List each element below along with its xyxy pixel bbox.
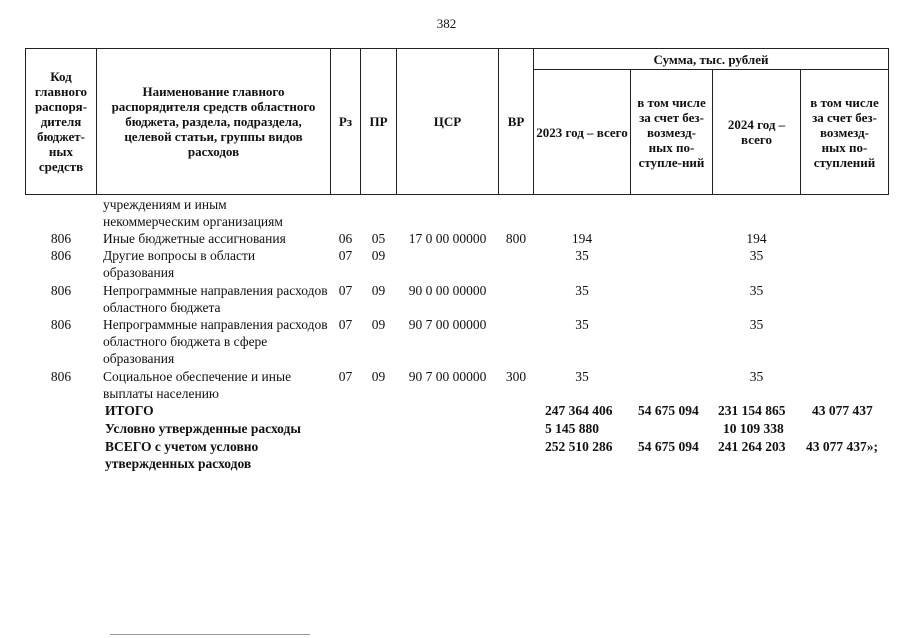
total-2023-free: 54 675 094 [638,439,699,454]
total-2024-total: 10 109 338 [723,421,784,436]
header-vr: ВР [498,48,534,195]
header-2023-free: в том числе за счет без-возмезд-ных по-ступле-ний [630,69,713,195]
row-name: учреждениям и иным некоммерческим организациям [103,197,283,229]
row-name: Непрограммные направления расходов областного бюджета в сфере образования [103,317,328,366]
row-code: 806 [50,317,72,332]
total-2024-free: 43 077 437 [812,403,873,418]
total-name: ВСЕГО с учетом условно утвержденных расходов [105,439,259,471]
header-2024-free: в том числе за счет без-возмезд-ных по-ступлений [800,69,889,195]
row-vr: 800 [505,231,527,246]
total-2023-total: 252 510 286 [545,439,613,454]
row-2023-total: 35 [575,283,589,298]
row-code: 806 [50,283,72,298]
header-2024-total: 2024 год – всего [712,69,801,195]
header-code: Код главного распоря-дителя бюджет-ных средств [25,48,97,195]
header-sum: Сумма, тыс. рублей [533,48,889,70]
row-rz: 07 [338,248,353,263]
row-pr: 09 [371,283,386,298]
row-code: 806 [50,231,72,246]
row-rz: 06 [338,231,353,246]
row-name: Другие вопросы в области образования [103,248,256,280]
row-csr: 90 7 00 00000 [408,317,487,332]
total-2024-total: 241 264 203 [718,439,786,454]
header-name: Наименование главного распорядителя средств областного бюджета, раздела, подраздела, целевой статьи, группы видов расходов [96,48,331,195]
bottom-divider [110,634,310,635]
row-name: Непрограммные направления расходов областного бюджета [103,283,328,315]
row-csr: 90 7 00 00000 [408,369,487,384]
row-rz: 07 [338,283,353,298]
header-2023-total: 2023 год – всего [533,69,631,195]
row-2023-total: 35 [575,248,589,263]
header-csr: ЦСР [396,48,499,195]
row-name: Социальное обеспечение и иные выплаты населению [103,369,292,401]
row-2024-total: 35 [749,283,764,298]
total-2024-free: 43 077 437»; [806,439,878,454]
row-pr: 05 [371,231,386,246]
row-name: Иные бюджетные ассигнования [103,231,286,246]
row-2024-total: 194 [746,231,767,246]
total-name: Условно утвержденные расходы [105,421,301,436]
row-csr: 90 0 00 00000 [408,283,487,298]
row-2024-total: 35 [749,317,764,332]
row-2023-total: 35 [575,317,589,332]
row-2023-total: 35 [575,369,589,384]
total-2024-total: 231 154 865 [718,403,786,418]
total-2023-total: 247 364 406 [545,403,613,418]
row-code: 806 [50,248,72,263]
row-2024-total: 35 [749,248,764,263]
row-csr: 17 0 00 00000 [408,231,487,246]
row-pr: 09 [371,369,386,384]
row-rz: 07 [338,317,353,332]
row-code: 806 [50,369,72,384]
row-vr: 300 [505,369,527,384]
row-rz: 07 [338,369,353,384]
page-number: 382 [436,16,457,31]
total-2023-total: 5 145 880 [545,421,599,436]
total-2023-free: 54 675 094 [638,403,699,418]
total-name: ИТОГО [105,403,154,418]
row-2023-total: 194 [571,231,593,246]
header-rz: Рз [330,48,361,195]
row-2024-total: 35 [749,369,764,384]
header-pr: ПР [360,48,397,195]
row-pr: 09 [371,248,386,263]
row-pr: 09 [371,317,386,332]
